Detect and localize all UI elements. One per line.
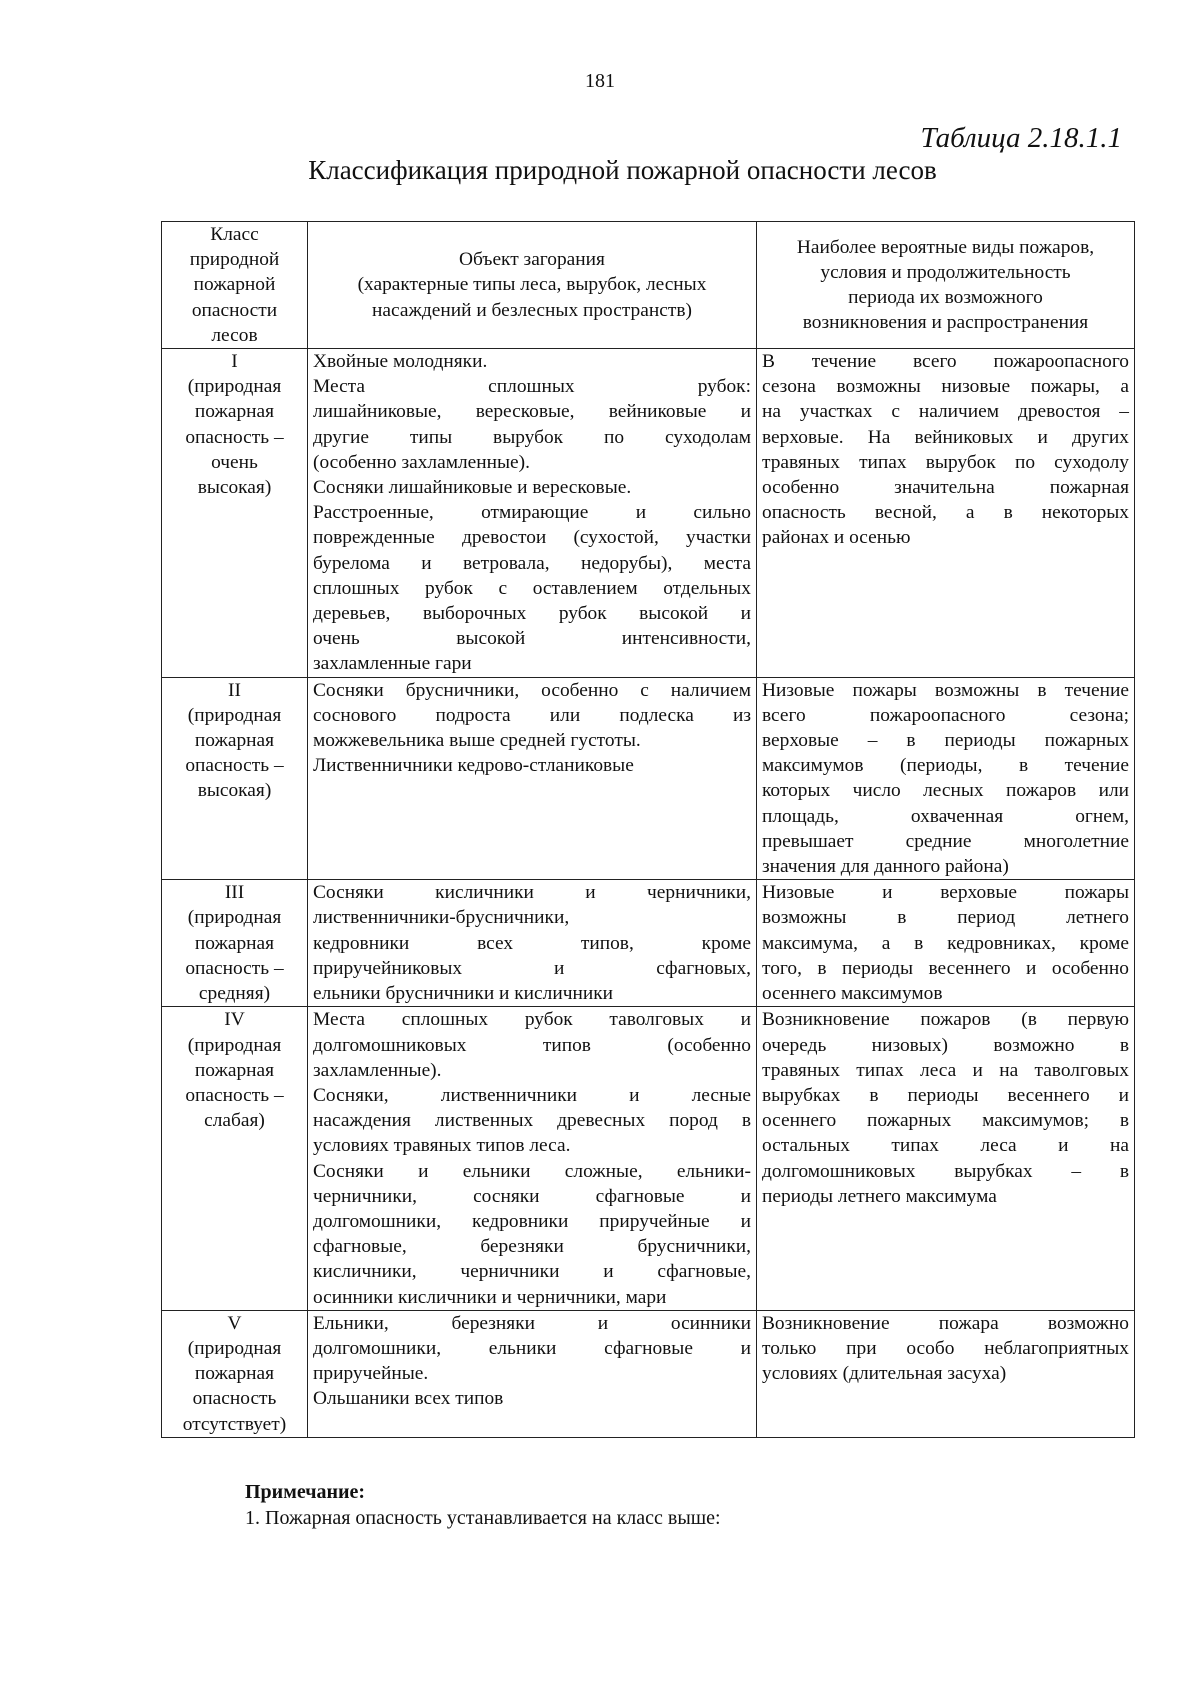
cell-line: площадь, охваченная огнем,	[762, 805, 1129, 827]
cell-line: (природная	[187, 376, 282, 398]
page-number: 181	[585, 70, 615, 92]
object-cell	[308, 880, 757, 1007]
cell-line: периоды летнего максимума	[762, 1185, 997, 1207]
table-number: Таблица 2.18.1.1	[920, 122, 1122, 154]
cell-line: пожарная	[194, 1363, 275, 1385]
cell-line: Сосняки лишайниковые и вересковые.	[313, 477, 632, 499]
cell-line: долгомошниковых вырубках – в	[762, 1160, 1129, 1182]
cell-line: соснового подроста или подлеска из	[313, 704, 751, 726]
cell-line: II	[228, 679, 241, 701]
table-row	[162, 880, 1135, 1007]
cell-line: другие типы вырубок по суходолам	[313, 426, 751, 448]
cell-line: осеннего максимумов	[762, 983, 943, 1005]
table-title: Классификация природной пожарной опасности лесов	[308, 155, 937, 185]
cell-line: (особенно захламленные).	[313, 451, 530, 473]
cell-line: опасность весной, а в некоторых	[762, 502, 1129, 524]
cell-line: Ельники, березняки и осинники	[313, 1312, 751, 1334]
cell-line: долгомошники, ельники сфагновые и	[313, 1337, 751, 1359]
fire-danger-table	[161, 221, 1135, 1438]
cell-line: Сосняки брусничники, особенно с наличием	[313, 679, 751, 701]
cell-line: Сосняки кисличники и черничники,	[313, 882, 751, 904]
cell-line: Места сплошных рубок:	[313, 376, 751, 398]
cell-line: долгомошники, кедровники приручейные и	[313, 1210, 751, 1232]
cell-line: значения для данного района)	[762, 856, 1009, 878]
cell-line: Хвойные молодняки.	[313, 351, 488, 373]
fires-cell	[757, 677, 1135, 880]
fires-cell	[757, 880, 1135, 1007]
cell-line: максимума, а в кедровниках, кроме	[762, 932, 1129, 954]
cell-line: I	[231, 351, 238, 373]
table-header-row	[162, 222, 1135, 349]
cell-line: Низовые и верховые пожары	[762, 882, 1129, 904]
cell-line: опасность –	[185, 426, 284, 448]
cell-line: IV	[224, 1009, 245, 1031]
cell-line: деревьев, выборочных рубок высокой и	[313, 603, 751, 625]
class-cell	[162, 349, 308, 678]
header-line: насаждений и безлесных пространств)	[372, 299, 692, 321]
cell-line: Ольшаники всех типов	[313, 1388, 504, 1410]
cell-line: кедровники всех типов, кроме	[313, 932, 751, 954]
cell-line: высокая)	[197, 477, 272, 499]
cell-line: очень высокой интенсивности,	[313, 628, 751, 650]
cell-line: вырубках в периоды весеннего и	[762, 1084, 1129, 1106]
note-text: 1. Пожарная опасность устанавливается на класс выше:	[245, 1507, 721, 1529]
cell-line: Возникновение пожара возможно	[762, 1312, 1129, 1334]
cell-line: очень	[211, 451, 258, 473]
table-row	[162, 349, 1135, 678]
cell-line: Сосняки и ельники сложные, ельники-	[313, 1160, 751, 1182]
cell-line: В течение всего пожароопасного	[762, 351, 1129, 373]
class-cell	[162, 1007, 308, 1310]
header-line: Класс	[210, 224, 259, 245]
cell-line: (природная	[187, 907, 282, 929]
cell-line: средняя)	[198, 983, 271, 1005]
class-cell	[162, 880, 308, 1007]
header-line: (характерные типы леса, вырубок, лесных	[357, 274, 707, 296]
header-line: условия и продолжительность	[820, 261, 1071, 283]
cell-line: отсутствует)	[182, 1413, 287, 1435]
cell-line: опасность –	[185, 1084, 284, 1106]
cell-line: лиственничники-брусничники,	[313, 907, 570, 929]
header-line: опасности	[191, 299, 278, 321]
cell-line: верховые – в периоды пожарных	[762, 730, 1129, 752]
cell-line: пожарная	[194, 1059, 275, 1081]
cell-line: III	[224, 882, 245, 904]
cell-line: на участках с наличием древостоя –	[762, 401, 1129, 423]
cell-line: Расстроенные, отмирающие и сильно	[313, 502, 751, 524]
cell-line: верховые. На вейниковых и других	[762, 426, 1129, 448]
cell-line: Возникновение пожаров (в первую	[762, 1009, 1129, 1031]
header-line: Объект загорания	[459, 249, 605, 271]
cell-line: слабая)	[204, 1110, 265, 1132]
cell-line: условиях (длительная засуха)	[762, 1363, 1007, 1385]
cell-line: насаждения лиственных древесных пород в	[313, 1110, 751, 1132]
cell-line: Лиственничники кедрово-стланиковые	[313, 755, 634, 777]
cell-line: особенно значительна пожарная	[762, 477, 1129, 499]
object-cell	[308, 1007, 757, 1310]
cell-line: долгомошниковых типов (особенно	[313, 1034, 751, 1056]
header-class	[162, 222, 308, 349]
table-row	[162, 1007, 1135, 1310]
cell-line: осеннего пожарных максимумов; в	[762, 1110, 1129, 1132]
header-line: природной	[189, 249, 280, 271]
cell-line: бурелома и ветровала, недорубы), места	[313, 552, 751, 574]
note-title: Примечание:	[245, 1481, 366, 1503]
header-line: лесов	[211, 324, 258, 346]
cell-line: возможны в период летнего	[762, 907, 1129, 929]
cell-line: которых число лесных пожаров или	[762, 780, 1129, 802]
cell-line: захламленные).	[313, 1059, 442, 1081]
cell-line: Места сплошных рубок таволговых и	[313, 1009, 751, 1031]
class-cell	[162, 1310, 308, 1437]
cell-line: высокая)	[197, 780, 272, 802]
cell-line: пожарная	[194, 730, 275, 752]
cell-line: всего пожароопасного сезона;	[762, 704, 1129, 726]
header-object	[308, 222, 757, 349]
cell-line: приручейные.	[313, 1363, 429, 1385]
table-row	[162, 1310, 1135, 1437]
cell-line: опасность –	[185, 957, 284, 979]
cell-line: осинники кисличники и черничники, мари	[313, 1286, 667, 1308]
header-line: пожарной	[193, 274, 276, 296]
class-cell	[162, 677, 308, 880]
header-line: Наиболее вероятные виды пожаров,	[796, 236, 1095, 258]
header-line: периода их возможного	[848, 287, 1043, 308]
cell-line: районах и осенью	[762, 527, 911, 549]
cell-line: приручейниковых и сфагновых,	[313, 957, 751, 979]
fires-cell	[757, 1007, 1135, 1310]
cell-line: опасность –	[185, 755, 284, 777]
header-fires	[757, 222, 1135, 349]
cell-line: поврежденные древостои (сухостой, участки	[313, 527, 751, 549]
cell-line: сплошных рубок с оставлением отдельных	[313, 577, 751, 599]
cell-line: травяных типах вырубок по суходолу	[762, 451, 1129, 473]
cell-line: Сосняки, лиственничники и лесные	[313, 1084, 751, 1106]
cell-line: (природная	[187, 1034, 282, 1056]
cell-line: только при особо неблагоприятных	[762, 1337, 1129, 1359]
cell-line: можжевельника выше средней густоты.	[313, 730, 641, 752]
cell-line: ельники брусничники и кисличники	[313, 983, 614, 1005]
cell-line: пожарная	[194, 932, 275, 954]
cell-line: Низовые пожары возможны в течение	[762, 679, 1129, 701]
fires-cell	[757, 1310, 1135, 1437]
cell-line: лишайниковые, вересковые, вейниковые и	[313, 401, 751, 423]
object-cell	[308, 349, 757, 678]
cell-line: V	[227, 1312, 242, 1334]
cell-line: максимумов (периоды, в течение	[762, 755, 1129, 777]
object-cell	[308, 677, 757, 880]
object-cell	[308, 1310, 757, 1437]
cell-line: (природная	[187, 1337, 282, 1359]
fires-cell	[757, 349, 1135, 678]
cell-line: (природная	[187, 704, 282, 726]
cell-line: кисличники, черничники и сфагновые,	[313, 1261, 751, 1283]
cell-line: травяных типах леса и на таволговых	[762, 1059, 1129, 1081]
cell-line: черничники, сосняки сфагновые и	[313, 1185, 751, 1207]
cell-line: сезона возможны низовые пожары, а	[762, 376, 1129, 398]
cell-line: пожарная	[194, 401, 275, 423]
cell-line: того, в периоды весеннего и особенно	[762, 957, 1129, 979]
cell-line: условиях травяных типов леса.	[313, 1135, 571, 1157]
cell-line: превышает средние многолетние	[762, 830, 1129, 852]
cell-line: опасность	[192, 1388, 277, 1410]
table-row	[162, 677, 1135, 880]
cell-line: остальных типах леса и на	[762, 1135, 1129, 1157]
table-body	[162, 349, 1135, 1438]
cell-line: очередь низовых) возможно в	[762, 1034, 1129, 1056]
cell-line: сфагновые, березняки брусничники,	[313, 1236, 751, 1258]
cell-line: захламленные гари	[313, 653, 472, 675]
header-line: возникновения и распространения	[802, 312, 1089, 334]
